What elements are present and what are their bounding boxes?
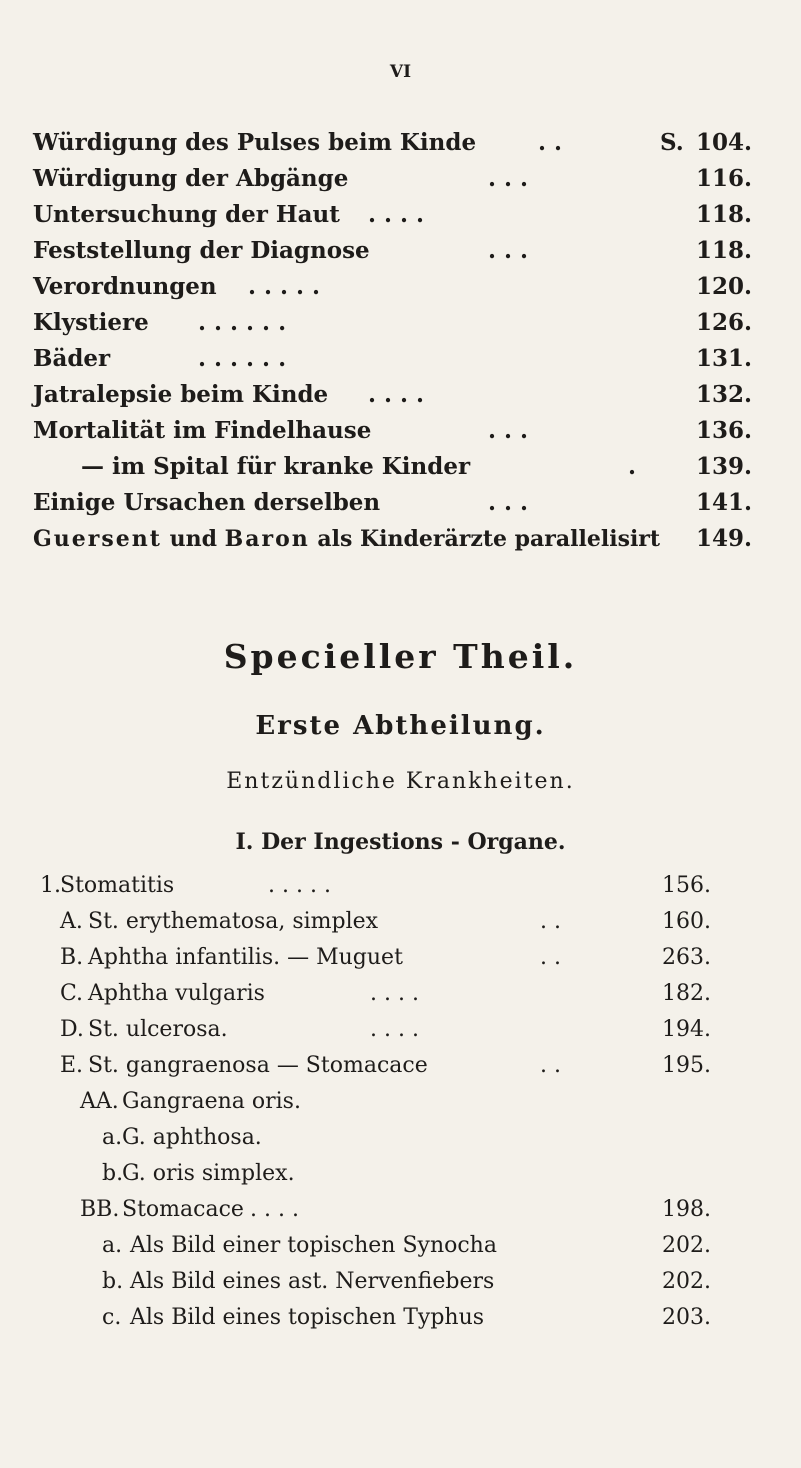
entry-page: 118.: [696, 201, 753, 228]
toc-entry: [33, 341, 773, 377]
entry-title: G. aphthosa.: [122, 1125, 262, 1150]
toc-entry: [102, 1156, 770, 1192]
entry-label: BB.: [80, 1197, 120, 1222]
toc-entry: [60, 1048, 770, 1084]
entry-page: 195.: [662, 1053, 711, 1078]
toc-entry: [33, 377, 773, 413]
entry-page: 136.: [696, 417, 753, 444]
entry-label: b.: [102, 1269, 124, 1294]
entry-title: Als Bild einer topischen Synocha: [130, 1233, 497, 1258]
toc-entry: [80, 1084, 770, 1120]
entry-title: Gangraena oris.: [122, 1089, 301, 1114]
entry-page: 202.: [662, 1233, 711, 1258]
entry-leader: . . . .: [250, 1197, 299, 1222]
entry-title: Bäder: [33, 345, 111, 372]
section-heading: I. Der Ingestions - Organe.: [235, 829, 566, 855]
entry-page: 131.: [696, 345, 753, 372]
entry-title: Verordnungen: [33, 273, 217, 300]
entry-label: AA.: [80, 1089, 119, 1114]
entry-label: C.: [60, 981, 84, 1006]
entry-title: Stomatitis: [60, 873, 175, 898]
entry-leader: . . . . . .: [198, 345, 287, 372]
toc-entry: [40, 868, 770, 904]
entry-page: 194.: [662, 1017, 711, 1042]
toc-entry: [102, 1300, 770, 1336]
entry-title: Feststellung der Diagnose: [33, 237, 370, 264]
entry-leader: . . . .: [368, 381, 425, 408]
entry-page: 182.: [662, 981, 711, 1006]
entry-label: D.: [60, 1017, 84, 1042]
entry-title: — im Spital für kranke Kinder: [81, 453, 471, 480]
entry-title: Aphtha vulgaris: [88, 981, 265, 1006]
entry-title: Einige Ursachen derselben: [33, 489, 381, 516]
entry-leader: . .: [540, 1053, 561, 1078]
entry-page: 263.: [662, 945, 711, 970]
entry-page: 126.: [696, 309, 753, 336]
entry-page: 141.: [696, 489, 753, 516]
entry-page: 120.: [696, 273, 753, 300]
toc-entry: [80, 1192, 770, 1228]
entry-title: Würdigung der Abgänge: [33, 165, 349, 192]
entry-page: 160.: [662, 909, 711, 934]
entry-leader: . . . .: [370, 1017, 419, 1042]
toc-entry: [102, 1228, 770, 1264]
entry-title: Mortalität im Findelhause: [33, 417, 372, 444]
toc-entry: [33, 521, 773, 557]
entry-leader: . . . . .: [268, 873, 331, 898]
author-guersent: Guersent: [33, 526, 162, 552]
division-heading: Erste Abtheilung.: [255, 711, 546, 741]
toc-entry: [60, 1012, 770, 1048]
entry-leader: . . .: [488, 417, 529, 444]
entry-label: a.: [102, 1125, 123, 1150]
entry-page: 149.: [696, 525, 753, 552]
entry-page: 118.: [696, 237, 753, 264]
author-baron: Baron: [224, 526, 310, 552]
division-subheading: Entzündliche Krankheiten.: [226, 769, 575, 794]
toc-entry: [102, 1120, 770, 1156]
entry-leader: . .: [540, 909, 561, 934]
entry-label: c.: [102, 1305, 122, 1330]
toc-entry: [33, 269, 773, 305]
entry-page: 156.: [662, 873, 711, 898]
toc-entry: [33, 449, 773, 485]
entry-page: 202.: [662, 1269, 711, 1294]
entry-title: Jatralepsie beim Kinde: [33, 381, 329, 408]
entry-leader: . .: [540, 945, 561, 970]
toc-entry: [102, 1264, 770, 1300]
entry-title-rest: als Kinderärzte parallelisirt: [309, 526, 661, 552]
entry-page: 203.: [662, 1305, 711, 1330]
toc-entry: [33, 197, 773, 233]
entry-title: Als Bild eines topischen Typhus: [130, 1305, 485, 1330]
toc-entry: [33, 161, 773, 197]
entry-label: E.: [60, 1053, 84, 1078]
toc-entry: [33, 413, 773, 449]
entry-leader: . .: [538, 129, 563, 156]
toc-entry: [60, 940, 770, 976]
entry-leader: .: [628, 453, 637, 480]
entry-page-prefix: S.: [660, 129, 684, 156]
entry-page: 132.: [696, 381, 753, 408]
entry-label: 1.: [40, 873, 61, 898]
entry-title: Untersuchung der Haut: [33, 201, 340, 228]
part-heading: Specieller Theil.: [223, 637, 578, 676]
entry-title: St. gangraenosa — Stomacace: [88, 1053, 428, 1078]
toc-entry: [60, 904, 770, 940]
entry-title: [33, 521, 660, 557]
entry-leader: . . . .: [370, 981, 419, 1006]
entry-leader: . . .: [488, 237, 529, 264]
entry-label: B.: [60, 945, 84, 970]
page-number: VI: [389, 62, 412, 82]
entry-page: 198.: [662, 1197, 711, 1222]
entry-label: A.: [60, 909, 83, 934]
entry-title: Klystiere: [33, 309, 149, 336]
toc-entry: [33, 305, 773, 341]
entry-label: b.: [102, 1161, 124, 1186]
toc-entry: [33, 485, 773, 521]
entry-leader: . . . .: [368, 201, 425, 228]
entry-title-connector: und: [161, 526, 225, 552]
entry-leader: . . .: [488, 489, 529, 516]
entry-page: 139.: [696, 453, 753, 480]
entry-title: Stomacace: [122, 1197, 244, 1222]
entry-title: St. ulcerosa.: [88, 1017, 228, 1042]
entry-page: 116.: [696, 165, 753, 192]
toc-entry: [33, 233, 773, 269]
entry-title: G. oris simplex.: [122, 1161, 295, 1186]
entry-title: St. erythematosa, simplex: [88, 909, 379, 934]
entry-label: a.: [102, 1233, 123, 1258]
entry-leader: . . .: [488, 165, 529, 192]
entry-leader: . . . . .: [248, 273, 321, 300]
entry-leader: . . . . . .: [198, 309, 287, 336]
entry-title: Würdigung des Pulses beim Kinde: [33, 129, 477, 156]
entry-page: 104.: [696, 129, 753, 156]
entry-title: Als Bild eines ast. Nervenfiebers: [130, 1269, 495, 1294]
toc-entry: [33, 125, 773, 161]
toc-entry: [60, 976, 770, 1012]
entry-title: Aphtha infantilis. — Muguet: [88, 945, 403, 970]
